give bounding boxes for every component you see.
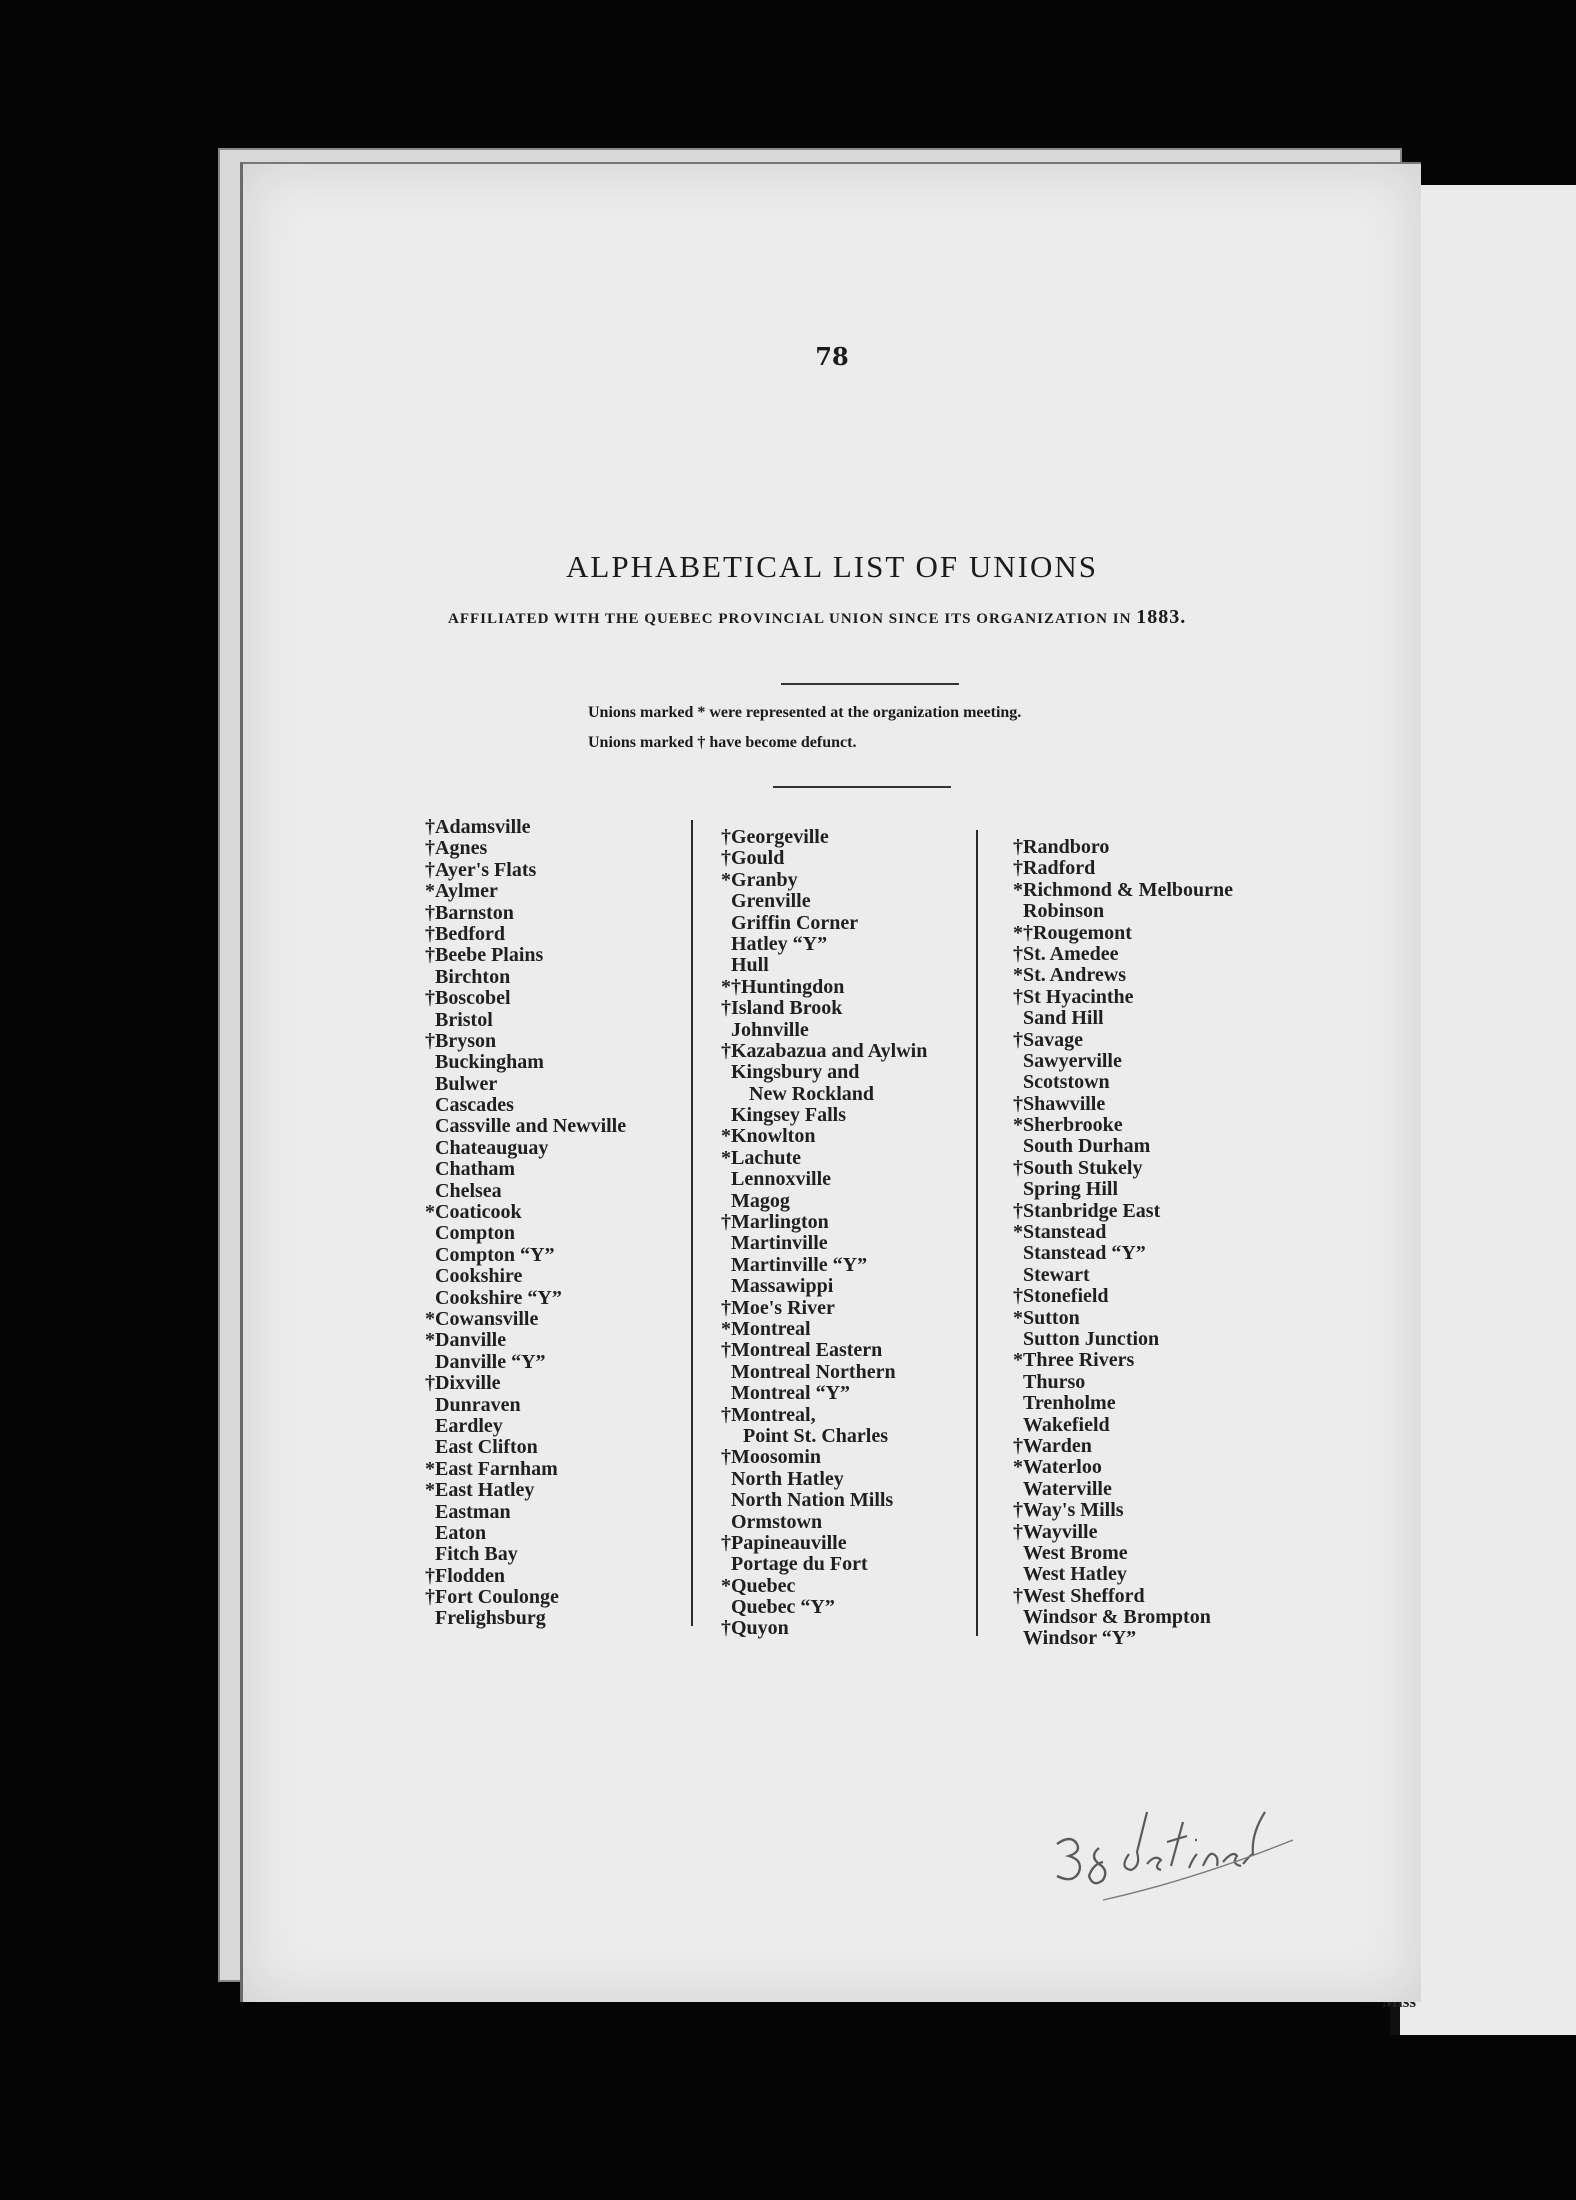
union-entry: Bulwer [435,1072,498,1095]
page-subtitle [448,606,1288,629]
union-entry: Stanstead “Y” [1023,1242,1146,1265]
union-entry: Stewart [1023,1263,1090,1286]
page-title: ALPHABETICAL LIST OF UNIONS [566,549,1098,584]
union-entry: †Stonefield [1013,1285,1109,1308]
union-entry: *†Huntingdon [721,975,845,998]
union-entry: Compton “Y” [435,1243,555,1266]
union-entry: Eardley [435,1414,503,1437]
union-column-2 [721,827,927,1640]
union-entry: Robinson [1023,900,1105,923]
union-entry: Thurso [1023,1370,1086,1393]
union-entry: Frelighsburg [435,1607,546,1630]
union-entry: Eaton [435,1521,487,1544]
union-entry: †Radford [1013,857,1096,880]
union-entry: †Marlington [721,1211,829,1234]
union-entry: Cascades [435,1094,514,1117]
union-entry: †St Hyacinthe [1013,985,1134,1008]
union-entry: South Durham [1023,1135,1151,1158]
union-entry: Montreal “Y” [731,1382,851,1405]
union-entry: *Lachute [721,1146,801,1169]
union-entry: *St. Andrews [1013,964,1126,987]
union-entry: *†Rougemont [1013,921,1132,944]
union-entry: Spring Hill [1023,1178,1119,1201]
union-entry: †Kazabazua and Aylwin [721,1039,928,1062]
union-entry: Eastman [435,1500,511,1523]
union-entry: Hatley “Y” [731,932,828,955]
union-entry: †Boscobel [425,987,511,1010]
union-entry: †Island Brook [721,997,843,1020]
union-entry: *Cowansville [425,1307,539,1330]
union-entry: *Richmond & Melbourne [1013,878,1233,901]
subtitle-year: 1883. [1136,606,1187,628]
union-entry: Chateauguay [435,1136,549,1159]
union-entry: †Montreal, [721,1403,816,1426]
union-entry: Buckingham [435,1051,544,1074]
union-entry: Fitch Bay [435,1543,518,1566]
bottom-divider [773,786,951,788]
union-entry: †Warden [1013,1434,1092,1457]
union-entry: †Papineauville [721,1531,847,1554]
union-entry: †Savage [1013,1028,1083,1051]
union-entry: *East Hatley [425,1479,535,1502]
union-entry: East Clifton [435,1436,538,1459]
union-entry: †St. Amedee [1013,942,1119,965]
union-entry: †Moe's River [721,1296,835,1319]
column-divider [976,830,978,1636]
union-entry: †Beebe Plains [425,944,544,967]
union-entry: Windsor & Brompton [1023,1606,1211,1629]
union-entry: †West Shefford [1013,1584,1145,1607]
union-entry: *Granby [721,868,798,891]
union-entry: *Waterloo [1013,1456,1102,1479]
union-entry: †Stanbridge East [1013,1199,1161,1222]
union-entry: Sawyerville [1023,1049,1122,1072]
union-entry: Lennoxville [731,1168,832,1191]
union-entry: Montreal Northern [731,1360,896,1383]
union-entry: Kingsey Falls [731,1104,847,1127]
union-entry: †Bryson [425,1029,497,1052]
union-entry: Danville “Y” [435,1350,546,1373]
union-entry: Cassville and Newville [435,1115,627,1138]
union-entry: Windsor “Y” [1023,1627,1137,1650]
union-column-1 [425,817,626,1630]
union-column-3 [1013,837,1233,1650]
union-entry: Sutton Junction [1023,1327,1160,1350]
union-entry: *Danville [425,1329,507,1352]
union-entry: Compton [435,1222,516,1245]
union-entry: *Knowlton [721,1125,816,1148]
union-entry: †Fort Coulonge [425,1586,559,1609]
legend-defunct-marker-note: Unions marked * were represented at the organization meeting. [588,704,1022,721]
union-entry: Trenholme [1023,1392,1116,1415]
union-entry: *Montreal [721,1317,811,1340]
union-entry: *Stanstead [1013,1221,1107,1244]
union-entry: West Hatley [1023,1563,1127,1586]
union-entry: †Adamsville [425,816,531,838]
union-entry: *Three Rivers [1013,1349,1135,1372]
union-entry: Cookshire “Y” [435,1286,562,1309]
union-entry: Magog [731,1189,790,1212]
union-entry: †South Stukely [1013,1156,1143,1179]
union-entry: Chatham [435,1158,516,1181]
top-divider [781,683,959,685]
union-entry: Griffin Corner [731,911,859,934]
union-entry: †Way's Mills [1013,1499,1124,1522]
union-entry: *Sutton [1013,1306,1080,1329]
union-entry: *Coaticook [425,1201,522,1224]
union-entry: †Agnes [425,837,488,860]
union-entry: Scotstown [1023,1071,1110,1094]
union-entry: *Sherbrooke [1013,1114,1123,1137]
union-entry: Cookshire [435,1265,523,1288]
union-entry: †Dixville [425,1372,501,1395]
handwritten-annotation [1043,1804,1303,1914]
union-entry: North Hatley [731,1467,844,1490]
union-entry: Kingsbury and [731,1061,860,1084]
union-entry: North Nation Mills [731,1489,894,1512]
union-entry: New Rockland [749,1082,875,1105]
legend-organization-note: Unions marked † have become defunct. [588,734,857,751]
union-entry: Hull [731,954,769,977]
union-entry: †Bedford [425,922,505,945]
union-entry: †Barnston [425,901,514,924]
union-entry: *Quebec [721,1574,796,1597]
union-entry: Massawippi [731,1275,834,1298]
union-entry: Chelsea [435,1179,502,1202]
union-entry: †Gould [721,847,785,870]
union-entry: *Aylmer [425,880,498,903]
union-entry: Portage du Fort [731,1553,868,1576]
page-number: 78 [815,342,849,371]
union-entry: †Wayville [1013,1520,1098,1543]
union-entry: †Quyon [721,1617,789,1640]
union-entry: *East Farnham [425,1457,558,1480]
union-entry: †Shawville [1013,1092,1106,1115]
union-entry: Quebec “Y” [731,1596,835,1619]
union-entry: Sand Hill [1023,1007,1104,1030]
union-entry: Dunraven [435,1393,521,1416]
column-divider [691,820,693,1626]
union-entry: Wakefield [1023,1413,1110,1436]
union-entry: Bristol [435,1008,493,1031]
book-page [240,162,1421,2002]
union-entry: Point St. Charles [743,1424,888,1447]
union-entry: Martinville [731,1232,828,1255]
union-entry: Grenville [731,890,811,913]
union-entry: †Moosomin [721,1446,821,1469]
union-entry: †Georgeville [721,826,829,848]
subtitle-text: AFFILIATED WITH THE QUEBEC PROVINCIAL UNION SINCE ITS ORGANIZATION IN [448,611,1132,627]
union-entry: Birchton [435,965,511,988]
union-entry: Ormstown [731,1510,823,1533]
union-entry: †Montreal Eastern [721,1339,883,1362]
union-entry: †Ayer's Flats [425,858,537,881]
union-entry: West Brome [1023,1541,1128,1564]
union-entry: †Randboro [1013,836,1110,858]
union-entry: Martinville “Y” [731,1253,868,1276]
union-entry: Waterville [1023,1477,1112,1500]
union-entry: Johnville [731,1018,809,1041]
union-entry: †Flodden [425,1564,506,1587]
